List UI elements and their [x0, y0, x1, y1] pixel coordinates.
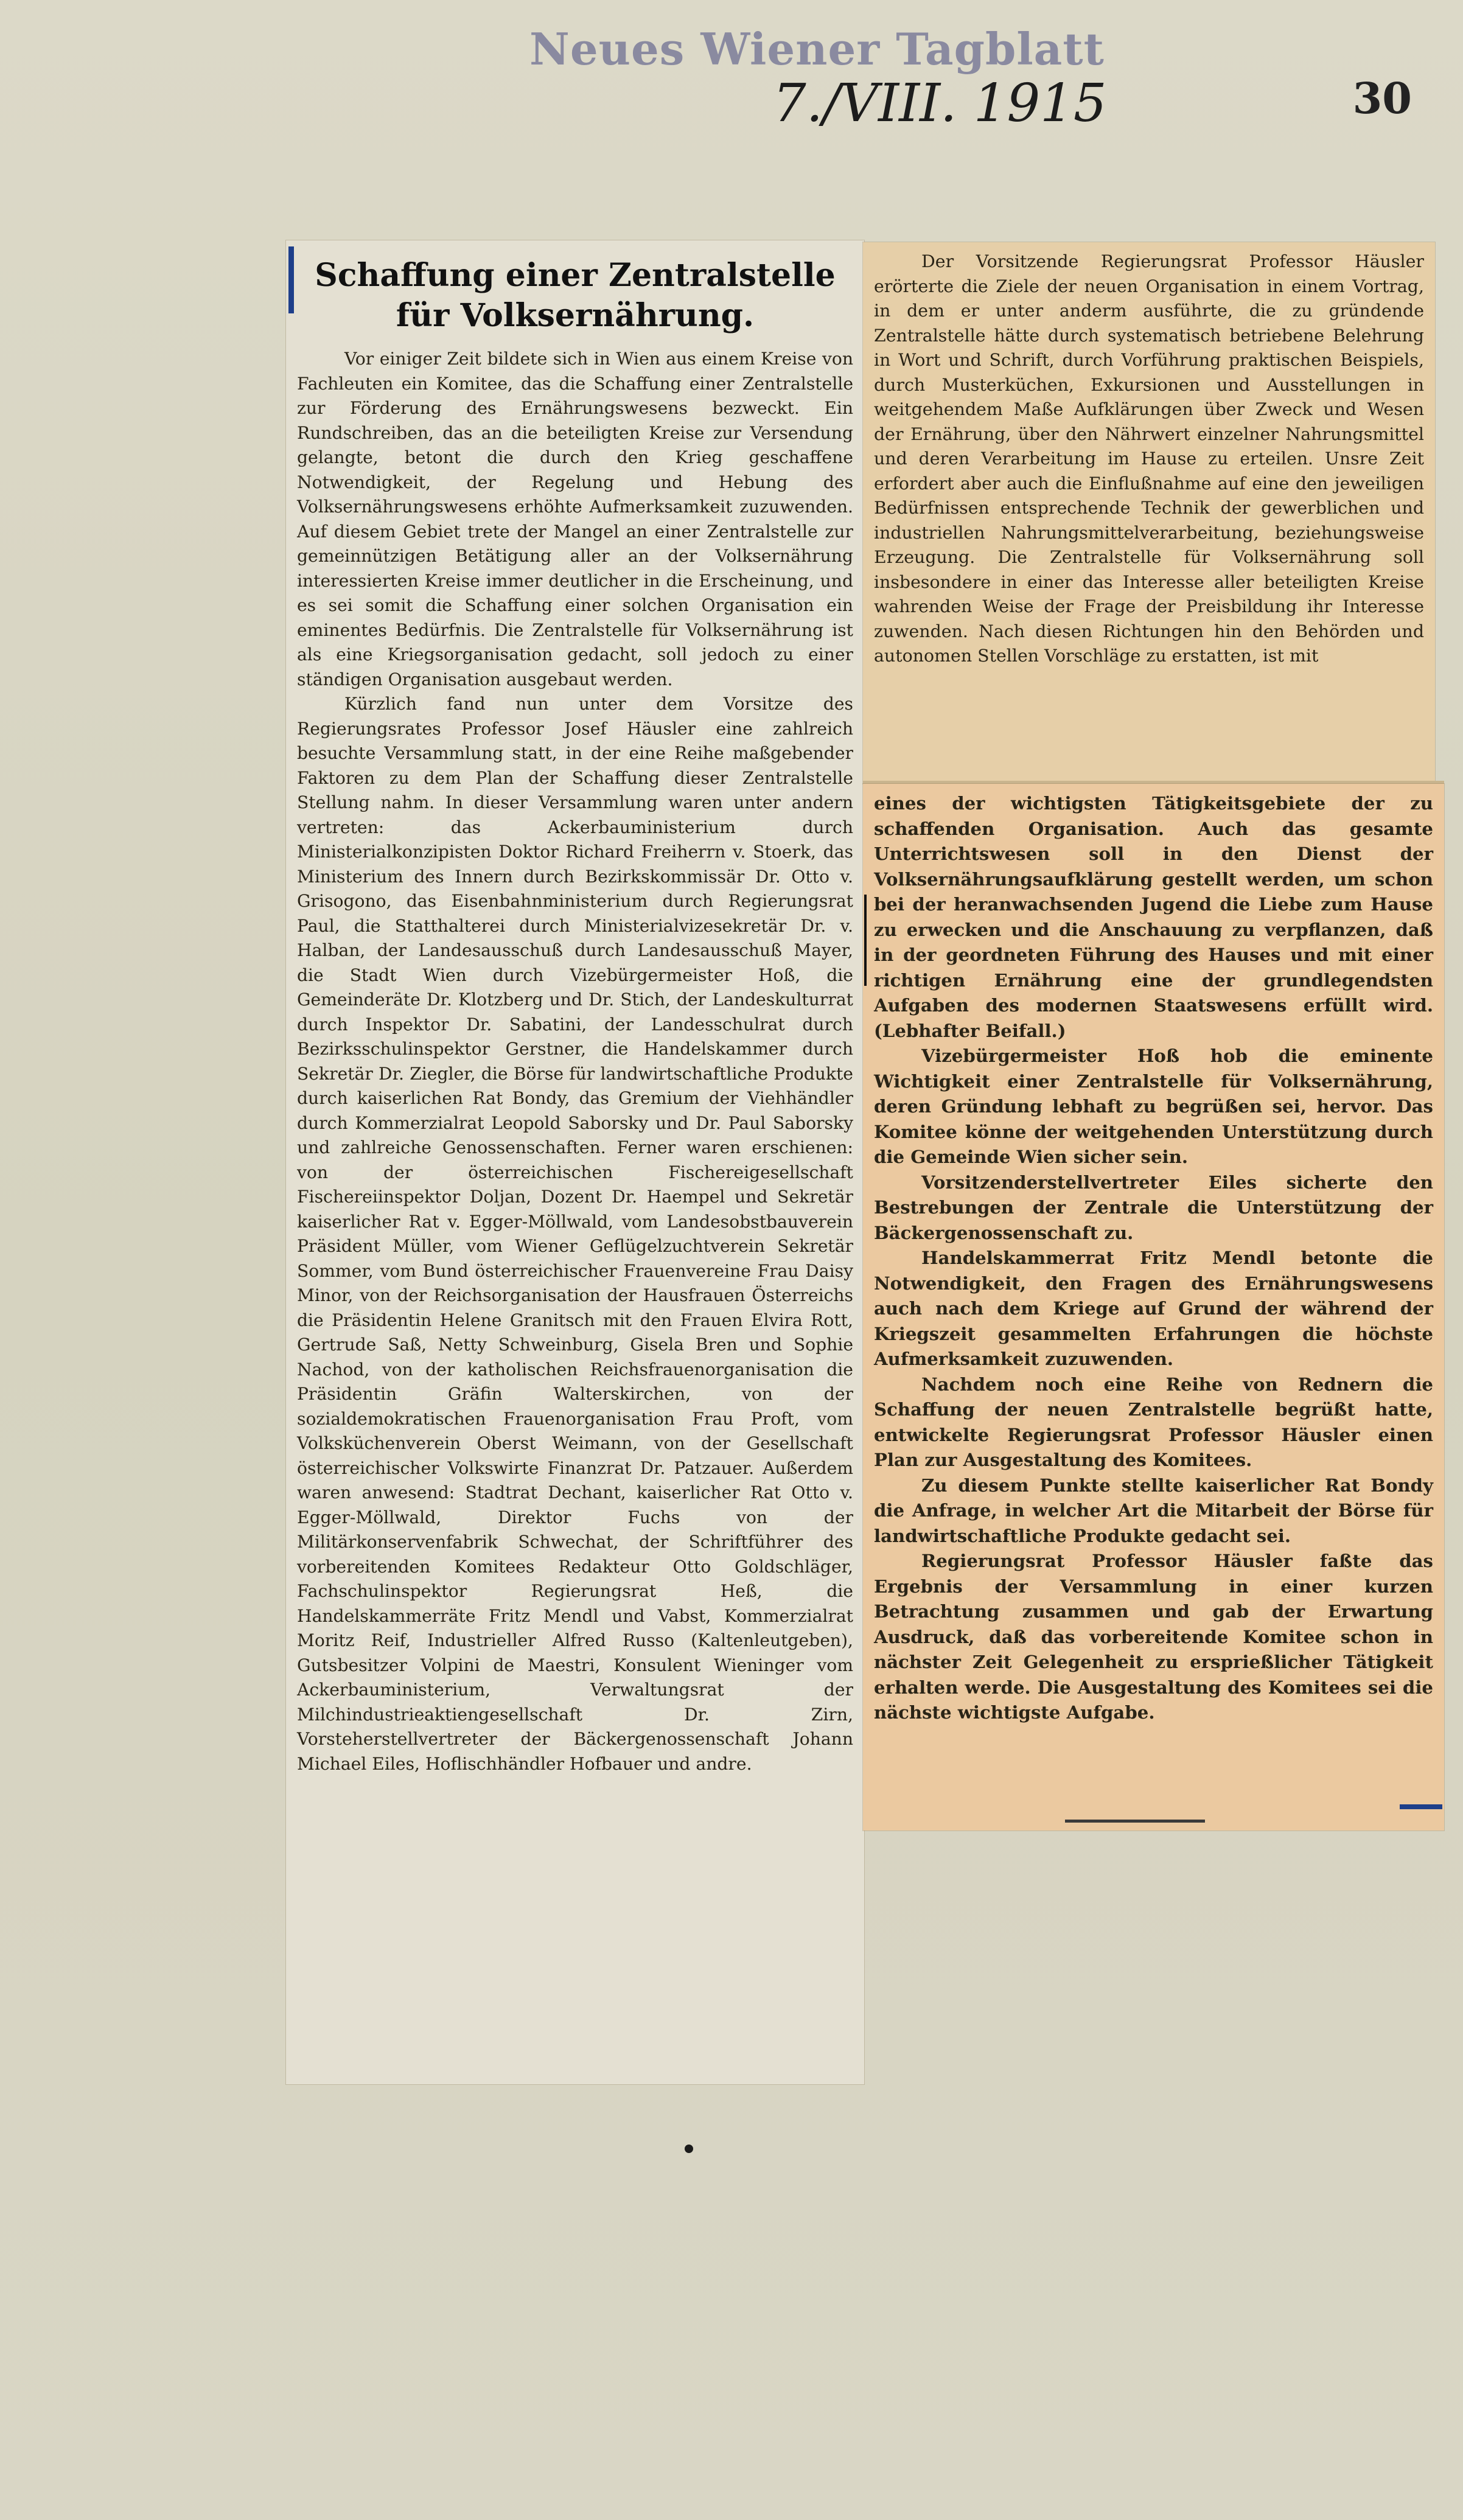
paragraph: Handelskammerrat Fritz Mendl betonte die Notwendigkeit, den Fragen des Ernährungswesens auch nach dem Kriege auf Grund der während der Kriegszeit gesammelten Erfahrungen die höchste Aufmerksamkeit zuzuwenden. — [874, 1248, 1433, 1369]
newspaper-stamp: Neues Wiener Tagblatt — [529, 23, 1105, 75]
blue-pencil-mark — [288, 246, 294, 313]
article-body-left — [286, 342, 864, 1776]
ink-dot — [685, 2145, 693, 2153]
handwritten-date: 7./VIII. 1915 — [773, 73, 1107, 134]
paragraph: Zu diesem Punkte stellte kaiserlicher Rat Bondy die Anfrage, in welcher Art die Mitarbeit der Börse für landwirtschaftliche Produkte gedacht sei. — [874, 1475, 1433, 1546]
paragraph: Nachdem noch eine Reihe von Rednern die Schaffung der neuen Zentralstelle begrüßt hatte, entwickelte Regierungsrat Professor Häusler einen Plan zur Ausgestaltung des Komitees. — [874, 1373, 1433, 1470]
paragraph: Vorsitzenderstellvertreter Eiles sicherte den Bestrebungen der Zentrale die Unterstützung der Bäckergenossenschaft zu. — [874, 1171, 1433, 1243]
paragraph: Vor einiger Zeit bildete sich in Wien aus einem Kreise von Fachleuten ein Komitee, das die Schaffung einer Zentralstelle zur Förderung des Ernährungswesens bezweckt. Ein Rundschreiben, das an die beteiligten Kreise zur Versendung gelangte, betont die durch den Krieg geschaffene Notwendigkeit, der Regelung und Hebung des Volksernährungswesens erhöhte Aufmerksamkeit zuzuwenden. Auf diesem Gebiet trete der Mangel an einer Zentralstelle zur gemeinnützigen Betätigung aller an der Volksernährung interessierten Kreise immer deutlicher in die Erscheinung, und es sei somit die Schaffung einer solchen Organisation ein eminentes Bedürfnis. Die Zentralstelle für Volksernährung ist als eine Kriegsorganisation gedacht, soll jedoch zu einer ständigen Organisation ausgebaut werden. — [297, 349, 853, 689]
end-rule — [1065, 1820, 1205, 1823]
clipping-right-bottom — [863, 784, 1444, 1831]
clipping-right-top — [863, 242, 1435, 784]
paragraph: Der Vorsitzende Regierungsrat Professor Häusler erörterte die Ziele der neuen Organisation in einem Vortrag, in dem er unter anderm ausführte, die zu gründende Zentralstelle hätte durch systematisch betriebene Belehrung in Wort und Schrift, durch Vorführung praktischen Beispiels, durch Musterküchen, Exkursionen und Ausstellungen in weitgehendem Maße Aufklärungen über Zweck und Wesen der Ernährung, über den Nährwert einzelner Nahrungsmittel und deren Verarbeitung im Hause zu erteilen. Unsre Zeit erfordert aber auch die Einflußnahme auf eine den jeweiligen Bedürfnissen entsprechende Technik der gewerblichen und industriellen Nahrungsmittelverarbeitung, beziehungsweise Erzeugung. Die Zentralstelle für Volksernährung soll insbesondere in einer das Interesse aller beteiligten Kreise wahrenden Weise der Frage der Preisbildung ihr Interesse zuwenden. Nach diesen Richtungen hin den Behörden und autonomen Stellen Vorschläge zu erstatten, ist mit — [874, 251, 1424, 666]
page-number: 30 — [1352, 73, 1412, 124]
paragraph: Regierungsrat Professor Häusler faßte das Ergebnis der Versammlung in einer kurzen Betrachtung zusammen und gab der Erwartung Ausdruck, daß das vorbereitende Komitee schon in nächster Zeit Gelegenheit zu ersprießlicher Tätigkeit erhalten werde. Die Ausgestaltung des Komitees sei die nächste wichtigste Aufgabe. — [874, 1551, 1433, 1723]
article-body-right-bottom — [863, 784, 1444, 1726]
paragraph: Vizebürgermeister Hoß hob die eminente Wichtigkeit einer Zentralstelle für Volksernährung, deren Gründung lebhaft zu begrüßen sei, hervor. Das Komitee könne der weitgehenden Unterstützung durch die Gemeinde Wien sicher sein. — [874, 1045, 1433, 1167]
article-body-right-top — [863, 242, 1435, 669]
pencil-margin-mark — [864, 895, 867, 986]
paragraph: Kürzlich fand nun unter dem Vorsitze des Regierungsrates Professor Josef Häusler eine zahlreich besuchte Versammlung statt, in der eine Reihe maßgebender Faktoren zu dem Plan der Schaffung dieser Zentralstelle Stellung nahm. In dieser Versammlung waren unter andern vertreten: das Ackerbauministerium durch Ministerialkonzipisten Doktor Richard Freiherrn v. Stoerk, das Ministerium des Innern durch Bezirkskommissär Dr. Otto v. Grisogono, das Eisenbahnministerium durch Regierungsrat Paul, die Statthalterei durch Ministerialvizesekretär Dr. v. Halban, der Landesausschuß durch Landesausschuß Mayer, die Stadt Wien durch Vizebürgermeister Hoß, die Gemeinderäte Dr. Klotzberg und Dr. Stich, der Landeskulturrat durch Inspektor Dr. Sabatini, der Landesschulrat durch Bezirksschulinspektor Gerstner, die Handelskammer durch Sekretär Dr. Ziegler, die Börse für landwirtschaftliche Produkte durch kaiserlichen Rat Bondy, das Gremium der Viehhändler durch Kommerzialrat Leopold Saborsky und Dr. Paul Saborsky und zahlreiche Genossenschaften. Ferner waren erschienen: von der österreichischen Fischereigesellschaft Fischereiinspektor Doljan, Dozent Dr. Haempel und Sekretär kaiserlicher Rat v. Egger-Möllwald, vom Landesobstbauverein Präsident Müller, vom Wiener Geflügelzuchtverein Sekretär Sommer, vom Bund österreichischer Frauenvereine Frau Daisy Minor, von der Reichsorganisation der Hausfrauen Österreichs die Präsidentin Helene Granitsch mit den Frauen Elvira Rott, Gertrude Saß, Netty Schweinburg, Gisela Bren und Sophie Nachod, von der katholischen Reichsfrauenorganisation die Präsidentin Gräfin Walterskirchen, von der sozialdemokratischen Frauenorganisation Frau Proft, vom Volksküchenverein Oberst Weimann, von der Gesellschaft österreichischer Volkswirte Finanzrat Dr. Patzauer. Außerdem waren anwesend: Stadtrat Dechant, kaiserlicher Rat Otto v. Egger-Möllwald, Direktor Fuchs von der Militärkonservenfabrik Schwechat, der Schriftführer des vorbereitenden Komitees Redakteur Otto Goldschläger, Fachschulinspektor Regierungsrat Heß, die Handelskammerräte Fritz Mendl und Vabst, Kommerzialrat Moritz Reif, Industrieller Alfred Russo (Kaltenleutgeben), Gutsbesitzer Volpini de Maestri, Konsulent Wieninger vom Ackerbauministerium, Verwaltungsrat der Milchindustrieaktiengesellschaft Dr. Zirn, Vorsteherstellvertreter der Bäckergenossenschaft Johann Michael Eiles, Hoflischhändler Hofbauer und andre. — [297, 694, 853, 1774]
paragraph: eines der wichtigsten Tätigkeitsgebiete der zu schaffenden Organisation. Auch das gesamte Unterrichtswesen soll in den Dienst der Volksernährungsaufklärung gestellt werden, um schon bei der heranwachsenden Jugend die Liebe zum Hause zu erwecken und die Anschauung zu verpflanzen, daß in der geordneten Führung des Hauses und mit einer richtigen Ernährung eine der grundlegendsten Aufgaben des modernen Staatswesens erfüllt wird. (Lebhafter Beifall.) — [874, 793, 1433, 1041]
clipping-left-column — [286, 240, 864, 2084]
article-headline: Schaffung einer Zentralstelle für Volksernährung. — [315, 257, 836, 334]
blue-pencil-tick — [1400, 1804, 1442, 1809]
